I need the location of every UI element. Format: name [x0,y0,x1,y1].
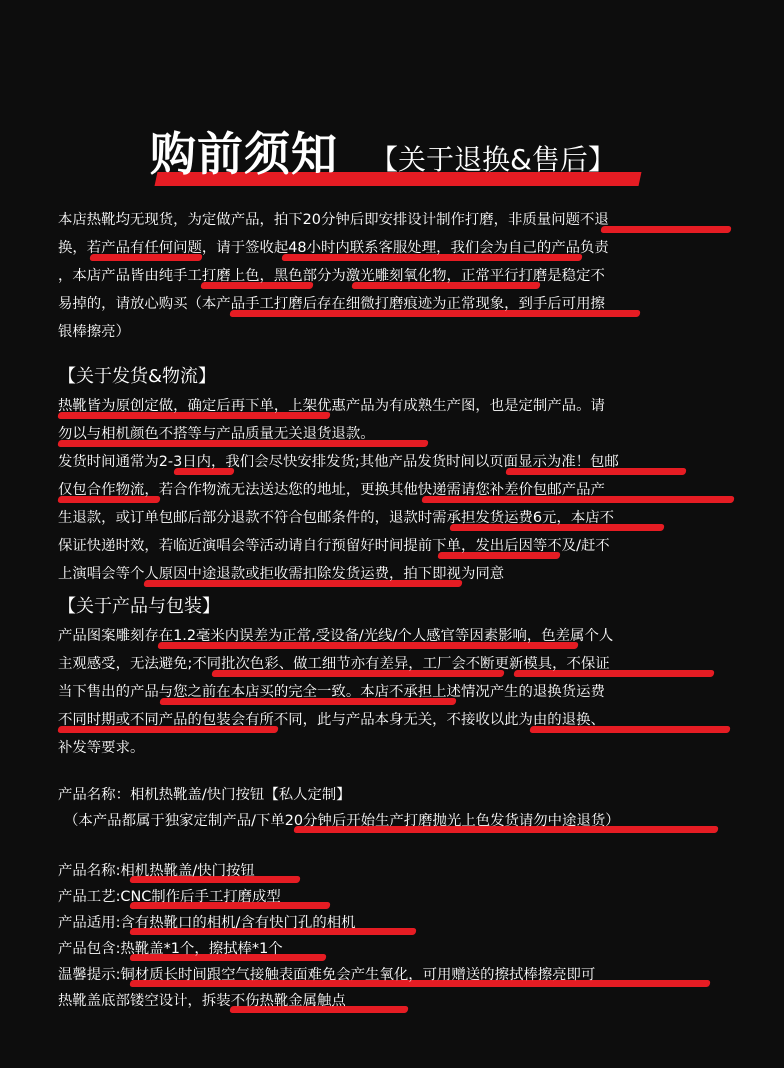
packaging-line: 主观感受，无法避免;不同批次色彩、做工细节亦有差异，工厂会不断更新模具，不保证 [58,650,734,678]
intro-line: ，本店产品皆由纯手工打磨上色，黑色部分为激光雕刻氧化物，正常平行打磨是稳定不 [58,262,734,290]
shipping-line: 上演唱会等个人原因中途退款或拒收需扣除发货运费，拍下即视为同意 [58,560,734,588]
title-sub: 【关于退换&售后】 [370,143,616,176]
packaging-line: 产品图案雕刻存在1.2毫米内误差为正常,受设备/光线/个人感官等因素影响，色差属个人 [58,622,734,650]
spec-line: 产品工艺:CNC制作后手工打磨成型 [58,884,734,910]
shipping-line: 勿以与相机颜色不搭等与产品质量无关退货退款。 [58,420,734,448]
shipping-line: 热靴皆为原创定做，确定后再下单，上架优惠产品为有成熟生产图，也是定制产品。请 [58,392,734,420]
packaging-heading: 【关于产品与包装】 [58,596,220,617]
shipping-line: 仅包合作物流，若合作物流无法送达您的地址，更换其他快递需请您补差价包邮产品产 [58,476,734,504]
title-main: 购前须知 [150,127,338,181]
packaging-line: 补发等要求。 [58,740,145,756]
shipping-line: 保证快递时效，若临近演唱会等活动请自行预留好时间提前下单，发出后因等不及/赶不 [58,532,734,560]
intro-line: 换，若产品有任何问题，请于签收起48小时内联系客服处理，我们会为自己的产品负责 [58,234,734,262]
custom-note-line: （本产品都属于独家定制产品/下单20分钟后开始生产打磨抛光上色发货请勿中途退货） [64,808,734,834]
spec-line: 产品包含:热靴盖*1个，擦拭棒*1个 [58,936,734,962]
intro-line: 银棒擦亮） [58,324,130,340]
packaging-line: 不同时期或不同产品的包装会有所不同，此与产品本身无关，不接收以此为由的退换、 [58,706,734,734]
packaging-section [58,592,734,762]
specs-section [58,858,734,1014]
custom-name-line: 产品名称：相机热靴盖/快门按钮【私人定制】 [58,787,351,803]
shipping-heading: 【关于发货&物流】 [58,366,217,387]
spec-line: 热靴盖底部镂空设计，拆装不伤热靴金属触点 [58,988,734,1014]
spec-line: 温馨提示:铜材质长时间跟空气接触表面难免会产生氧化，可用赠送的擦拭棒擦亮即可 [58,962,734,988]
intro-line: 本店热靴均无现货，为定做产品，拍下20分钟后即安排设计制作打磨，非质量问题不退 [58,206,734,234]
packaging-line: 当下售出的产品与您之前在本店买的完全一致。本店不承担上述情况产生的退换货运费 [58,678,734,706]
shipping-section [58,362,734,588]
intro-line: 易掉的，请放心购买（本产品手工打磨后存在细微打磨痕迹为正常现象，到手后可用擦 [58,290,734,318]
spec-line: 产品适用:含有热靴口的相机/含有快门孔的相机 [58,910,734,936]
shipping-line: 生退款，或订单包邮后部分退款不符合包邮条件的，退款时需承担发货运费6元，本店不 [58,504,734,532]
shipping-line: 发货时间通常为2-3日内，我们会尽快安排发货;其他产品发货时间以页面显示为准！包邮 [58,448,734,476]
notice-title [150,122,640,192]
intro-section [58,206,734,346]
spec-line: 产品名称:相机热靴盖/快门按钮 [58,858,734,884]
custom-section [58,782,734,834]
